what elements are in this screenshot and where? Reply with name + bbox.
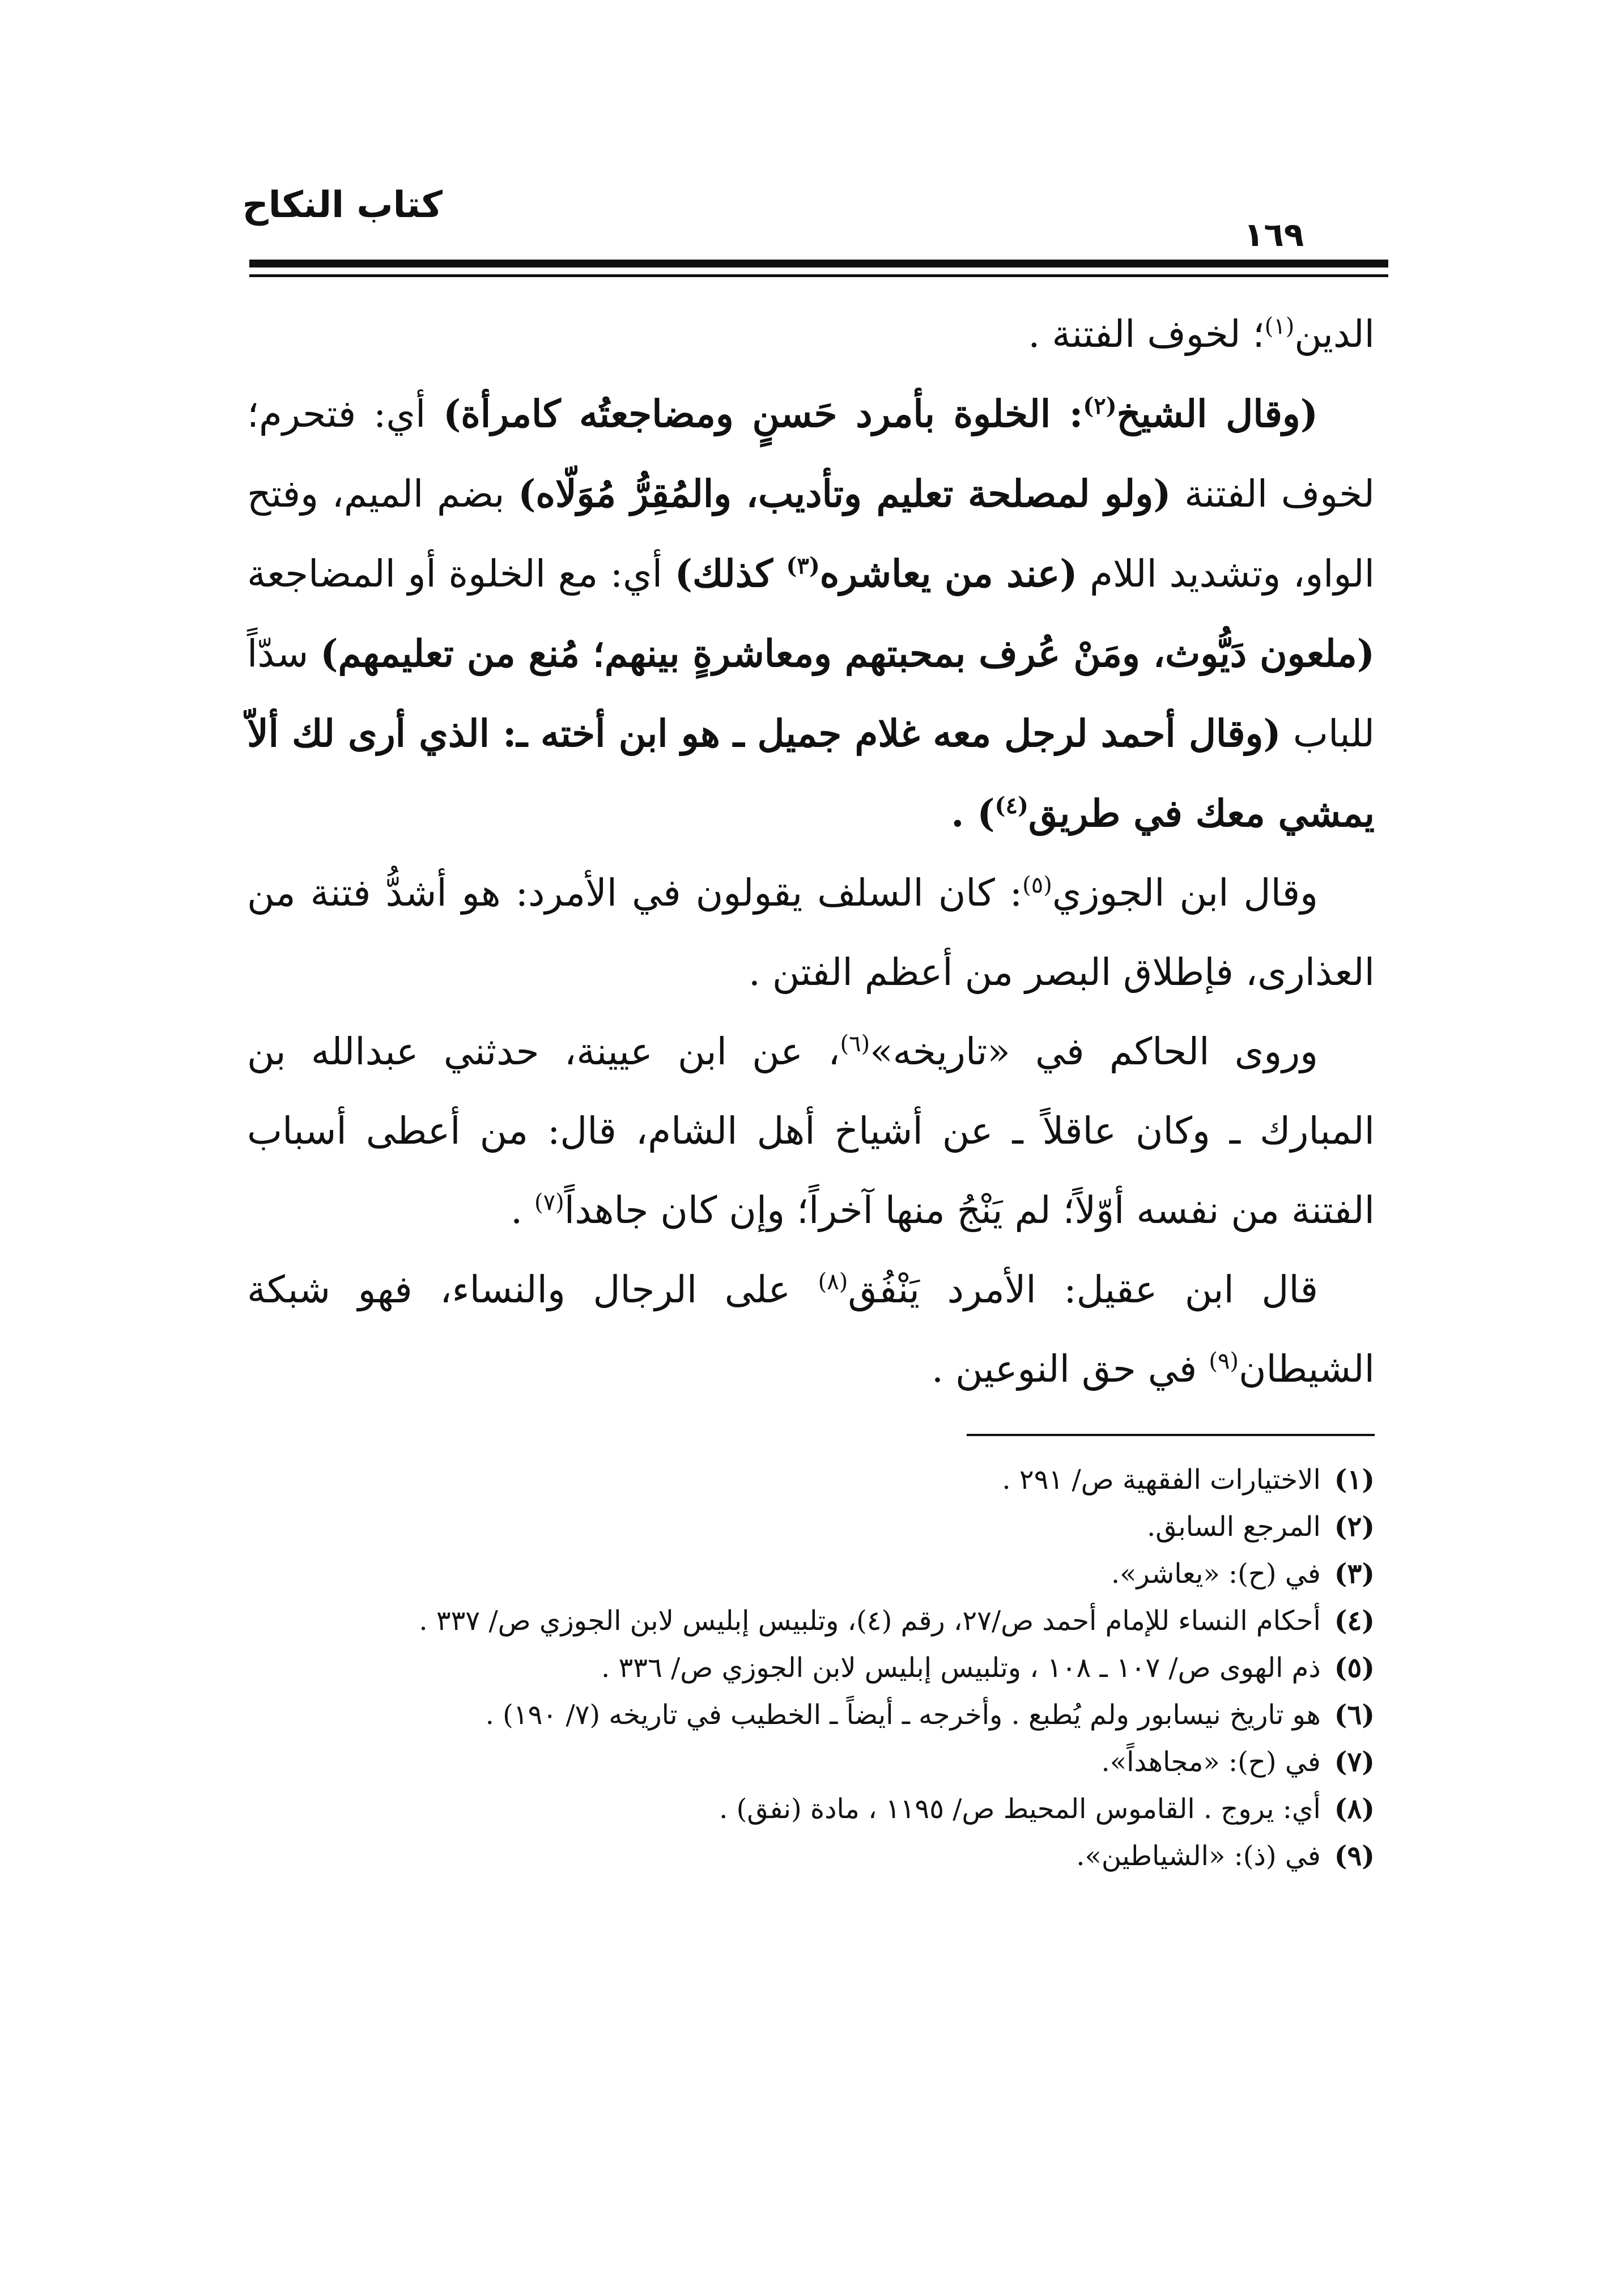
footnote-text: أحكام النساء للإمام أحمد ص/٢٧، رقم (٤)، وتلبيس إبليس لابن الجوزي ص/ ٣٣٧ .	[419, 1605, 1321, 1637]
footnote-5	[247, 1645, 1375, 1692]
footnote-8	[247, 1786, 1375, 1833]
footnote-number: (٧)	[1334, 1746, 1375, 1778]
footnote-9	[247, 1833, 1375, 1880]
footnote-ref-8[interactable]: (٨)	[818, 1269, 848, 1295]
footnote-1	[247, 1457, 1375, 1504]
footnotes	[247, 1457, 1375, 1880]
p3-text-1: وقال ابن الجوزي	[1052, 871, 1319, 915]
footnote-7	[247, 1739, 1375, 1786]
footnote-number: (٩)	[1334, 1840, 1375, 1872]
header-rule-thin	[249, 274, 1388, 277]
footnote-text: في (ذ): «الشياطين».	[1076, 1840, 1321, 1872]
footnote-separator	[967, 1434, 1375, 1436]
footnote-ref-5[interactable]: (٥)	[1022, 872, 1052, 898]
p1-text-2: ؛ لخوف الفتنة .	[1028, 312, 1265, 356]
footnote-ref-3[interactable]: (٣)	[786, 553, 820, 579]
footnote-number: (٥)	[1334, 1652, 1375, 1684]
p4-text-2: ، عن ابن عيينة، حدثني عبدالله بن المبارك ـ وكان عاقلاً ـ عن أشياخ أهل الشام، قال: من أعطى أسباب الفتنة من نفسه أوّلاً؛ لم يَنْجُ منها آخراً؛ وإن كان جاهداً	[247, 1030, 1375, 1232]
footnote-text: الاختيارات الفقهية ص/ ٢٩١ .	[1002, 1464, 1321, 1496]
footnote-3	[247, 1551, 1375, 1598]
p2-text-8: أي: مع الخلوة أو المضاجعة	[247, 552, 675, 596]
footnote-text: هو تاريخ نيسابور ولم يُطبع . وأخرجه ـ أيضاً ـ الخطيب في تاريخه (٧/ ١٩٠) .	[485, 1699, 1321, 1731]
p5-text-1: قال ابن عقيل: الأمرد يَنْفُق	[848, 1268, 1318, 1311]
footnote-number: (١)	[1334, 1464, 1375, 1496]
p2-text-7: كذلك)	[674, 551, 787, 596]
p2-text-4: (ولو لمصلحة تعليم وتأديب، والمُقِرُّ مُوَلّاه)	[518, 472, 1171, 516]
footnote-text: ذم الهوى ص/ ١٠٧ ـ ١٠٨ ، وتلبيس إبليس لابن الجوزي ص/ ٣٣٦ .	[601, 1652, 1321, 1684]
main-text	[247, 295, 1375, 1409]
paragraph-4	[247, 1012, 1375, 1250]
paragraph-1	[247, 295, 1375, 374]
page-number: ١٦٩	[1244, 215, 1304, 254]
p2-text-1: (وقال الشيخ	[1116, 392, 1318, 436]
p2-text-12: ) .	[951, 791, 995, 835]
footnote-ref-6[interactable]: (٦)	[840, 1031, 870, 1057]
footnote-ref-7[interactable]: (٧)	[534, 1190, 564, 1216]
p3-text-2: : كان السلف يقولون في الأمرد: هو أشدُّ فتنة من العذارى، فإطلاق البصر من أعظم الفتن .	[247, 871, 1375, 994]
p1-text-1: الدين	[1294, 312, 1375, 356]
footnote-ref-4[interactable]: (٤)	[994, 792, 1028, 819]
paragraph-3	[247, 853, 1375, 1012]
footnote-2	[247, 1504, 1375, 1551]
p2-text-3: أي: فتحرم؛ لخوف الفتنة	[247, 392, 1375, 516]
p2-text-11: (وقال أحمد لرجل معه غلام جميل ـ هو ابن أخته ـ: الذي أرى لك ألاّ يمشي معك في طريق	[247, 711, 1375, 835]
p2-text-2: : الخلوة بأمرد حَسنٍ ومضاجعتُه كامرأة)	[443, 392, 1083, 436]
p5-text-3: في حق النوعين .	[932, 1347, 1209, 1391]
footnote-number: (٢)	[1334, 1511, 1375, 1543]
p2-text-6: (عند من يعاشره	[819, 551, 1078, 596]
p4-text-1: وروى الحاكم في «تاريخه»	[870, 1030, 1318, 1073]
footnote-text: في (ح): «مجاهداً».	[1101, 1746, 1321, 1778]
paragraph-2	[247, 374, 1375, 853]
footnote-number: (٨)	[1334, 1793, 1375, 1825]
footnote-number: (٣)	[1334, 1558, 1375, 1590]
paragraph-5	[247, 1250, 1375, 1409]
running-head-title: كتاب النكاح	[242, 184, 443, 226]
p2-text-10: سدّاً للباب	[247, 632, 1375, 755]
footnote-ref-1[interactable]: (١)	[1264, 313, 1295, 339]
footnote-number: (٦)	[1334, 1699, 1375, 1731]
footnote-text: أي: يروج . القاموس المحيط ص/ ١١٩٥ ، مادة (نفق) .	[719, 1793, 1321, 1825]
footnote-6	[247, 1692, 1375, 1739]
footnote-ref-9[interactable]: (٩)	[1209, 1348, 1239, 1374]
p2-text-5: بضم الميم، وفتح الواو، وتشديد اللام	[247, 472, 1375, 596]
p2-text-9: (ملعون دَيُّوث، ومَنْ عُرف بمحبتهم ومعاشرةٍ بينهم؛ مُنع من تعليمهم)	[320, 631, 1375, 676]
footnote-4	[247, 1598, 1375, 1645]
footnote-text: المرجع السابق.	[1147, 1511, 1321, 1543]
footnote-text: في (ح): «يعاشر».	[1111, 1558, 1321, 1590]
p5-text-2: على الرجال والنساء، فهو شبكة الشيطان	[247, 1268, 1375, 1391]
footnote-number: (٤)	[1334, 1605, 1375, 1637]
p4-text-3: .	[511, 1188, 535, 1232]
header-rule-thick	[249, 260, 1388, 267]
footnote-ref-2[interactable]: (٢)	[1083, 393, 1117, 419]
